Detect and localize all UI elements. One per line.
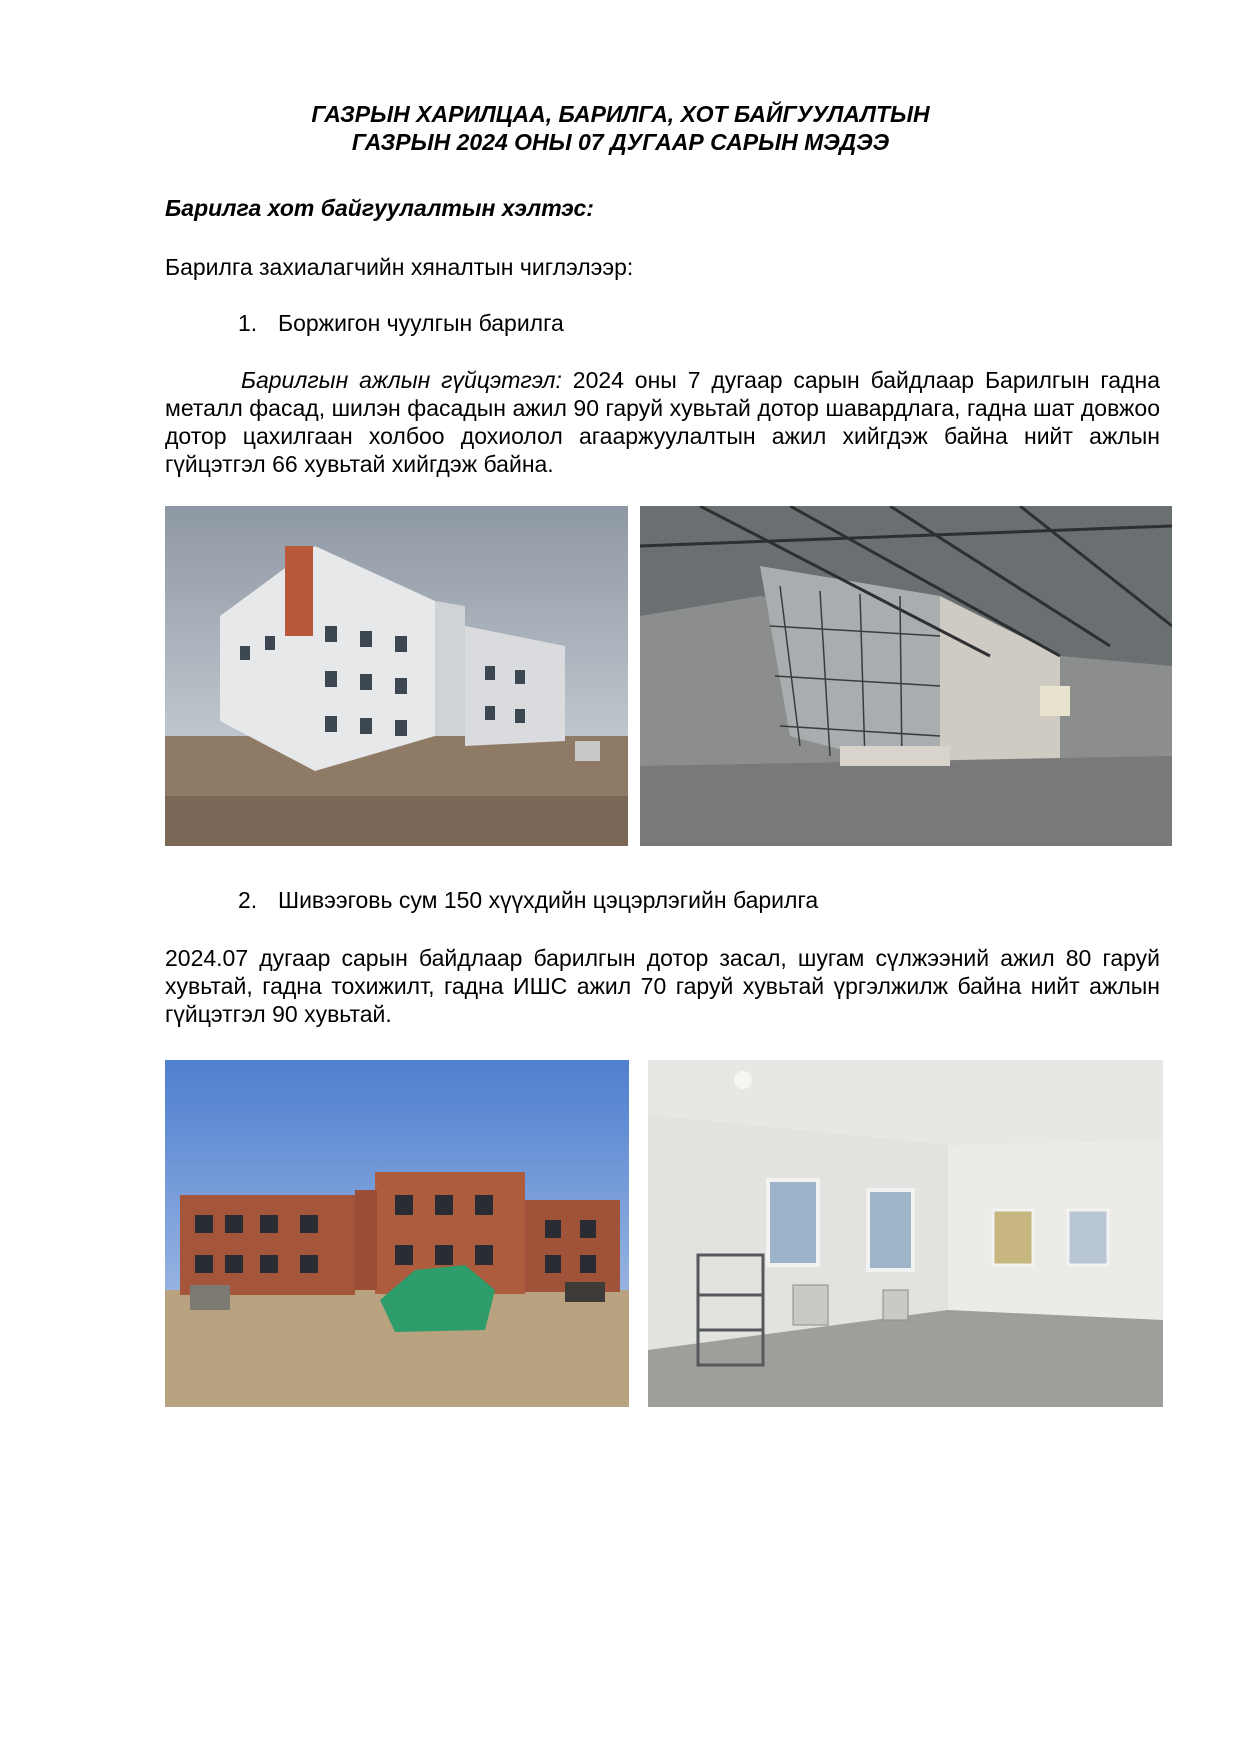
photo-kindergarten-exterior — [165, 1060, 629, 1407]
photo-kindergarten-interior — [648, 1060, 1163, 1407]
title-line-1: ГАЗРЫН ХАРИЛЦАА, БАРИЛГА, ХОТ БАЙГУУЛАЛТЫН — [311, 101, 930, 127]
photo-building-interior — [640, 506, 1172, 846]
document-title — [0, 100, 1241, 156]
list-item-1 — [238, 310, 564, 337]
item-1-paragraph — [165, 366, 1160, 478]
intro-text: Барилга захиалагчийн хяналтын чиглэлээр: — [165, 254, 634, 280]
item-2-paragraph: 2024.07 дугаар сарын байдлаар барилгын дотор засал, шугам сүлжээний ажил 80 гаруй хувьтай, гадна тохижилт, гадна ИШС ажил 70 гаруй хувьтай үргэлжилж байна нийт ажлын гүйцэтгэл 90 хувьтай. — [165, 945, 1160, 1027]
item-title: Боржигон чуулгын барилга — [278, 310, 564, 336]
progress-label: Барилгын ажлын гүйцэтгэл: — [241, 367, 562, 393]
progress-text: 2024 оны 7 дугаар сарын байдлаар Барилгын гадна металл фасад, шилэн фасадын ажил 90 гаруй хувьтай дотор шавардлага, гадна шат довжоо дотор цахилгаан холбоо дохиолол агааржуулалтын ажил хийгдэж байна нийт ажлын гүйцэтгэл 66 хувьтай хийгдэж байна. — [165, 367, 1160, 477]
section-heading: Барилга хот байгуулалтын хэлтэс: — [165, 195, 594, 221]
photo-building-exterior — [165, 506, 628, 846]
list-item-2 — [238, 887, 818, 914]
item-number: 2. — [238, 887, 258, 913]
item-title: Шивээговь сум 150 хүүхдийн цэцэрлэгийн барилга — [278, 887, 819, 913]
item-number: 1. — [238, 310, 258, 336]
title-line-2: ГАЗРЫН 2024 ОНЫ 07 ДУГААР САРЫН МЭДЭЭ — [351, 129, 890, 155]
